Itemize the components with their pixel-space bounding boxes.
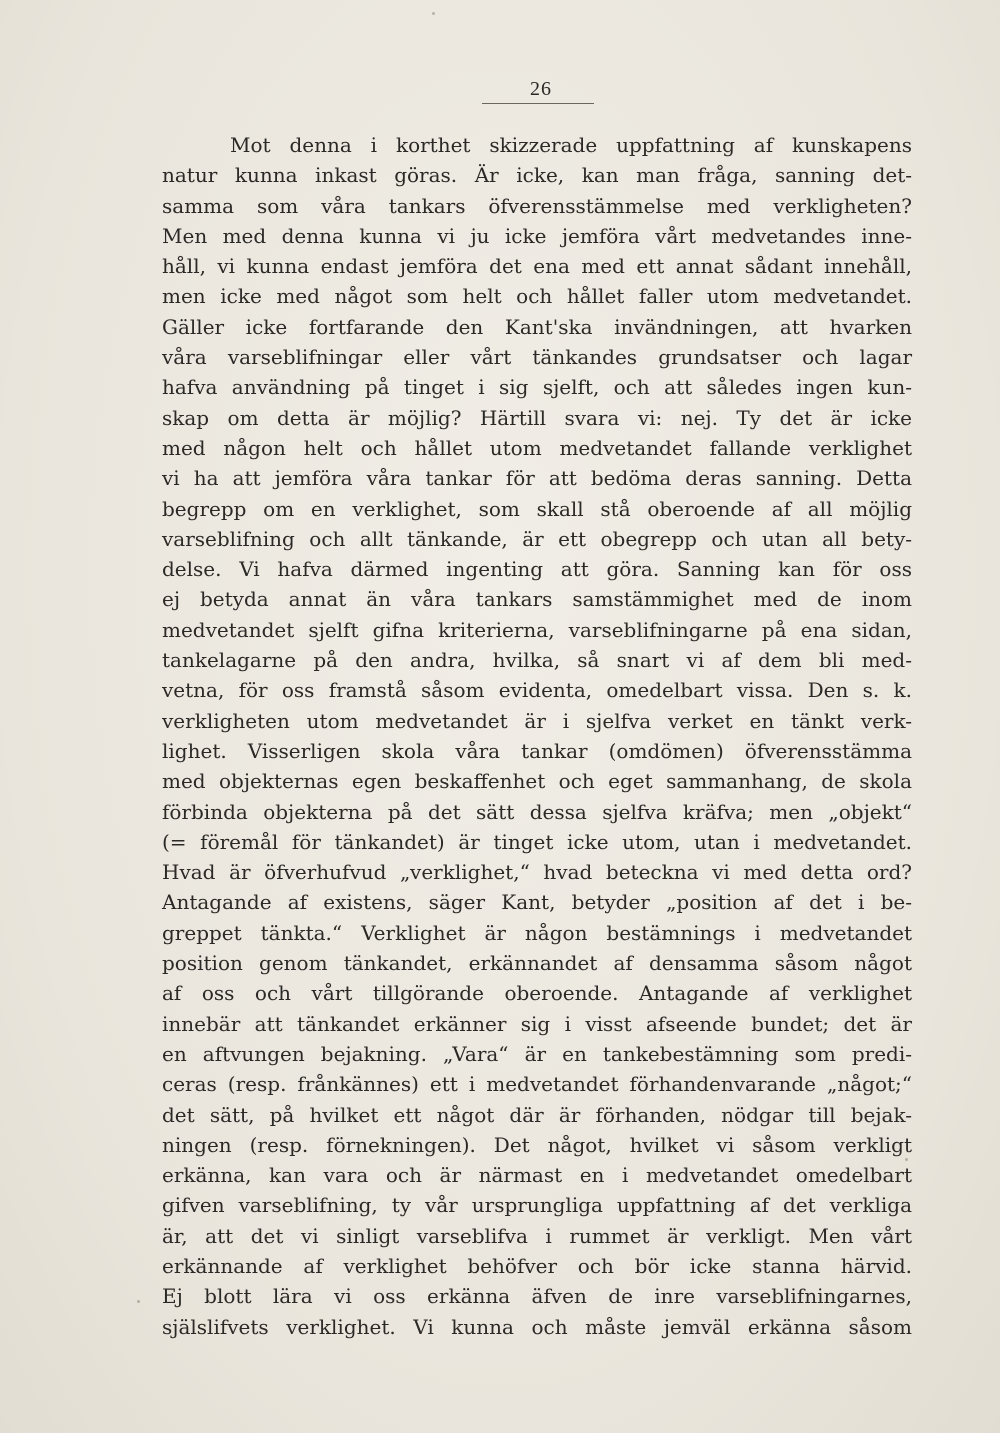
text-line: verkligheten utom medvetandet är i sjelfva verket en tänkt verk-	[162, 708, 912, 733]
text-line: natur kunna inkast göras. Är icke, kan man fråga, sanning det-	[162, 163, 912, 188]
text-line: Gäller icke fortfarande den Kant'ska invändningen, att hvarken	[162, 314, 912, 339]
text-line: ceras (resp. frånkännes) ett i medvetandet förhandenvarande „något;“	[162, 1072, 912, 1097]
text-line: med objekternas egen beskaffenhet och eget sammanhang, de skola	[162, 769, 912, 794]
text-line: innebär att tänkandet erkänner sig i visst afseende bundet; det är	[162, 1011, 912, 1036]
text-line: håll, vi kunna endast jemföra det ena med ett annat sådant innehåll,	[162, 254, 912, 279]
text-line: hafva användning på tinget i sig sjelft, och att således ingen kun-	[162, 375, 912, 400]
text-line: Antagande af existens, säger Kant, betyder „position af det i be-	[162, 890, 912, 915]
text-line: varseblifning och allt tänkande, är ett obegrepp och utan all bety-	[162, 526, 912, 551]
text-line: vi ha att jemföra våra tankar för att bedöma deras sanning. Detta	[162, 466, 912, 491]
text-line: en aftvungen bejakning. „Vara“ är en tankebestämning som predi-	[162, 1041, 912, 1066]
text-line: är, att det vi sinligt varseblifva i rummet är verkligt. Men vårt	[162, 1223, 912, 1248]
text-line: ningen (resp. förnekningen). Det något, hvilket vi såsom verkligt	[162, 1132, 912, 1157]
page-number: 26	[530, 78, 552, 100]
text-line: ej betyda annat än våra tankars samstämmighet med de inom	[162, 587, 912, 612]
text-line: själslifvets verklighet. Vi kunna och måste jemväl erkänna såsom	[162, 1314, 912, 1339]
paper-speck	[137, 1300, 140, 1303]
text-line: af oss och vårt tillgörande oberoende. Antagande af verklighet	[162, 981, 912, 1006]
text-line: men icke med något som helt och hållet faller utom medvetandet.	[162, 284, 912, 309]
text-line: position genom tänkandet, erkännandet af densamma såsom något	[162, 951, 912, 976]
text-line: (= föremål för tänkandet) är tinget icke utom, utan i medvetandet.	[162, 829, 912, 854]
text-line: skap om detta är möjlig? Härtill svara vi: nej. Ty det är icke	[162, 405, 912, 430]
text-line: begrepp om en verklighet, som skall stå oberoende af all möjlig	[162, 496, 912, 521]
text-line: Ej blott lära vi oss erkänna äfven de inre varseblifningarnes,	[162, 1284, 912, 1309]
paper-speck	[432, 12, 435, 15]
text-line: tankelagarne på den andra, hvilka, så snart vi af dem bli med-	[162, 648, 912, 673]
text-line: delse. Vi hafva därmed ingenting att göra. Sanning kan för oss	[162, 557, 912, 582]
text-line: erkännande af verklighet behöfver och bör icke stanna härvid.	[162, 1253, 912, 1278]
body-text	[162, 130, 912, 1342]
text-line: förbinda objekterna på det sätt dessa sjelfva kräfva; men „objekt“	[162, 799, 912, 824]
text-line: medvetandet sjelft gifna kriterierna, varseblifningarne på ena sidan,	[162, 617, 912, 642]
text-line: samma som våra tankars öfverensstämmelse med verkligheten?	[162, 193, 912, 218]
text-line: Hvad är öfverhufvud „verklighet,“ hvad beteckna vi med detta ord?	[162, 860, 912, 885]
text-line: det sätt, på hvilket ett något där är förhanden, nödgar till bejak-	[162, 1102, 912, 1127]
text-line: erkänna, kan vara och är närmast en i medvetandet omedelbart	[162, 1163, 912, 1188]
paper-speck	[905, 1158, 908, 1161]
text-line: gifven varseblifning, ty vår ursprungliga uppfattning af det verkliga	[162, 1193, 912, 1218]
text-line: Men med denna kunna vi ju icke jemföra vårt medvetandes inne-	[162, 223, 912, 248]
text-line: våra varseblifningar eller vårt tänkandes grundsatser och lagar	[162, 345, 912, 370]
text-line: greppet tänkta.“ Verklighet är någon bestämnings i medvetandet	[162, 920, 912, 945]
text-line: vetna, för oss framstå såsom evidenta, omedelbart vissa. Den s. k.	[162, 678, 912, 703]
text-line: med någon helt och hållet utom medvetandet fallande verklighet	[162, 435, 912, 460]
text-line: Mot denna i korthet skizzerade uppfattning af kunskapens	[230, 133, 912, 157]
page-number-rule	[482, 103, 594, 104]
text-line: lighet. Visserligen skola våra tankar (omdömen) öfverensstämma	[162, 738, 912, 763]
